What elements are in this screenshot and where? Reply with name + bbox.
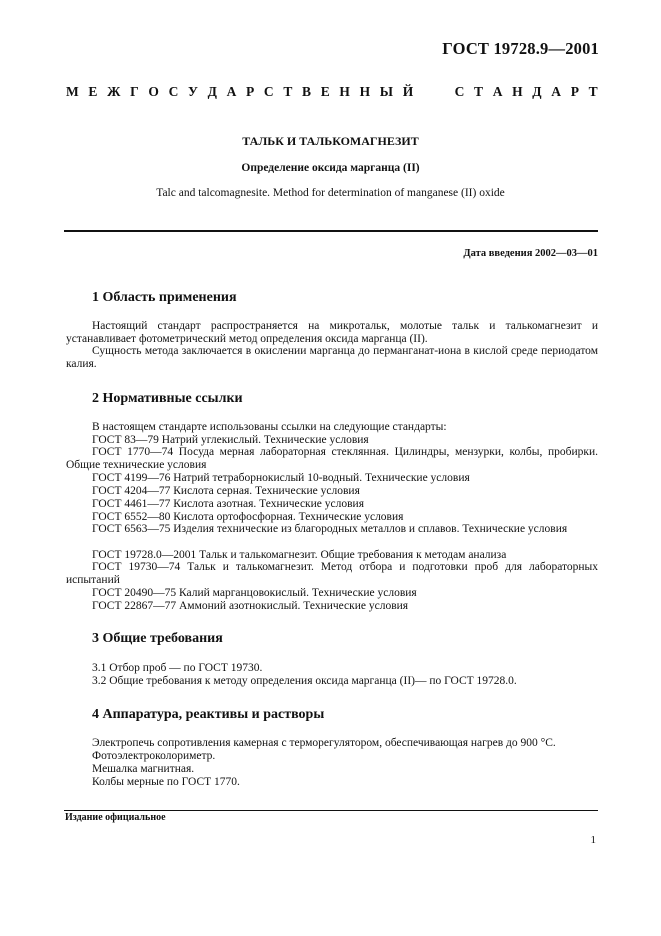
banner-gap	[423, 84, 445, 100]
banner-letter: Г	[130, 84, 139, 99]
section-1-paragraph: Сущность метода заключается в окислении марганца до перманганат-иона в кислой среде периодатом калия.	[66, 345, 598, 370]
banner-letter: Т	[474, 84, 484, 99]
reference-item: ГОСТ 83—79 Натрий углекислый. Технические условия	[92, 434, 369, 446]
banner-letter: Д	[207, 84, 217, 99]
title-divider	[64, 230, 598, 232]
banner-letter: А	[226, 84, 237, 99]
reference-item: ГОСТ 20490—75 Калий марганцовокислый. Технические условия	[92, 587, 417, 599]
reference-item: ГОСТ 4461—77 Кислота азотная. Технические условия	[92, 498, 364, 510]
requirement-item: 3.1 Отбор проб — по ГОСТ 19730.	[92, 662, 263, 674]
banner-letter: Й	[402, 84, 414, 99]
section-3-heading: 3 Общие требования	[92, 631, 223, 646]
footer-divider	[64, 810, 598, 811]
section-4-heading: 4 Аппаратура, реактивы и растворы	[92, 707, 325, 722]
banner-letter: О	[148, 84, 159, 99]
document-code: ГОСТ 19728.9—2001	[442, 39, 599, 58]
reference-item: ГОСТ 22867—77 Аммоний азотнокислый. Технические условия	[92, 600, 409, 612]
banner-letter: Т	[283, 84, 293, 99]
section-1-heading: 1 Область применения	[92, 290, 237, 305]
banner-letter: Д	[532, 84, 542, 99]
banner-letter: У	[188, 84, 198, 99]
interstate-standard-banner	[66, 84, 598, 100]
reference-item: ГОСТ 19728.0—2001 Тальк и талькомагнезит. Общие требования к методам анализа	[92, 549, 507, 561]
reference-item: ГОСТ 6563—75 Изделия технические из благородных металлов и сплавов. Технические условия	[92, 523, 568, 535]
banner-letter: Н	[512, 84, 523, 99]
apparatus-item: Фотоэлектроколориметр.	[92, 750, 216, 762]
document-subtitle: Определение оксида марганца (II)	[241, 162, 420, 174]
reference-item: ГОСТ 4204—77 Кислота серная. Технические условия	[92, 485, 360, 497]
reference-item: ГОСТ 6552—80 Кислота ортофосфорная. Технические условия	[92, 511, 404, 523]
banner-letter: Н	[339, 84, 350, 99]
banner-letter: С	[454, 84, 465, 99]
banner-letter: Ы	[379, 84, 394, 99]
banner-letter: С	[168, 84, 179, 99]
banner-letter: А	[551, 84, 562, 99]
apparatus-item: Мешалка магнитная.	[92, 763, 195, 775]
banner-letter: М	[66, 84, 79, 99]
section-2-heading: 2 Нормативные ссылки	[92, 391, 243, 406]
english-title: Talc and talcomagnesite. Method for determination of manganese (II) oxide	[156, 187, 505, 199]
reference-item: ГОСТ 19730—74 Тальк и талькомагнезит. Метод отбора и подготовки проб для лабораторных испытаний	[66, 561, 598, 586]
official-edition-label: Издание официальное	[65, 812, 166, 823]
section-1-paragraph: Настоящий стандарт распространяется на микротальк, молотые тальк и талькомагнезит и устанавливает фотометрический метод определения оксида марганца (II).	[66, 320, 598, 345]
page-number: 1	[590, 834, 596, 846]
document-title: ТАЛЬК И ТАЛЬКОМАГНЕЗИТ	[242, 134, 419, 148]
apparatus-item: Колбы мерные по ГОСТ 1770.	[92, 776, 240, 788]
introduction-date: Дата введения 2002—03—01	[463, 248, 598, 259]
reference-item: ГОСТ 1770—74 Посуда мерная лабораторная стеклянная. Цилиндры, мензурки, колбы, пробирки. Общие технические условия	[66, 446, 598, 471]
banner-letter: Е	[320, 84, 330, 99]
banner-letter: В	[302, 84, 312, 99]
banner-letter: Н	[359, 84, 371, 99]
apparatus-item: Электропечь сопротивления камерная с терморегулятором, обеспечивающая нагрев до 900 °С.	[92, 737, 556, 749]
reference-item: ГОСТ 4199—76 Натрий тетраборнокислый 10-водный. Технические условия	[92, 472, 470, 484]
banner-letter: Р	[246, 84, 255, 99]
banner-letter: С	[263, 84, 274, 99]
banner-letter: Т	[588, 84, 598, 99]
banner-letter: Р	[570, 84, 579, 99]
banner-letter: А	[492, 84, 503, 99]
section-2-intro: В настоящем стандарте использованы ссылки на следующие стандарты:	[92, 421, 447, 433]
banner-letter: Е	[88, 84, 98, 99]
banner-letter: Ж	[107, 84, 121, 99]
requirement-item: 3.2 Общие требования к методу определения оксида марганца (II)— по ГОСТ 19728.0.	[92, 675, 517, 687]
